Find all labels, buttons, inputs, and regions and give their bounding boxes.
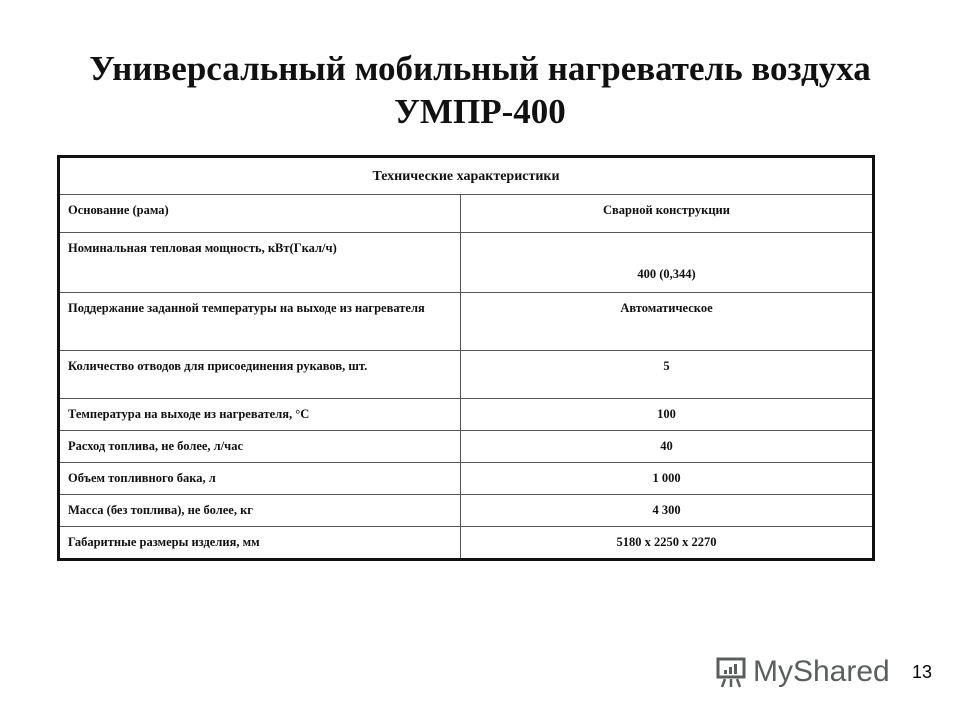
row-value: Сварной конструкции: [461, 195, 874, 233]
row-label: Габаритные размеры изделия, мм: [59, 527, 461, 560]
row-label: Основание (рама): [59, 195, 461, 233]
slide-title-line2: УМПР-400: [394, 92, 566, 131]
table-row: [59, 195, 874, 233]
row-label: Расход топлива, не более, л/час: [59, 431, 461, 463]
row-label: Количество отводов для присоединения рукавов, шт.: [59, 351, 461, 399]
myshared-watermark: [715, 655, 890, 689]
row-label: Масса (без топлива), не более, кг: [59, 495, 461, 527]
table-row: [59, 293, 874, 351]
row-value: 5: [461, 351, 874, 399]
row-value: 40: [461, 431, 874, 463]
table-row: [59, 351, 874, 399]
table-row: [59, 495, 874, 527]
row-value: 1 000: [461, 463, 874, 495]
row-value: Автоматическое: [461, 293, 874, 351]
row-label: Объем топливного бака, л: [59, 463, 461, 495]
row-label: Поддержание заданной температуры на выходе из нагревателя: [59, 293, 461, 351]
table-row: [59, 527, 874, 560]
table-row: [59, 463, 874, 495]
row-value: 400 (0,344): [461, 233, 874, 293]
table-row: [59, 399, 874, 431]
page-number: 13: [912, 662, 933, 682]
slide-title-line1: Универсальный мобильный нагреватель воздуха: [89, 49, 871, 88]
row-label: Номинальная тепловая мощность, кВт(Гкал/ч): [59, 233, 461, 293]
table-row: [59, 431, 874, 463]
row-value: 100: [461, 399, 874, 431]
table-row: [59, 233, 874, 293]
table-header: Технические характеристики: [59, 157, 874, 195]
presentation-board-icon: [715, 655, 747, 689]
specs-table: [57, 155, 875, 561]
row-value: 5180 x 2250 x 2270: [461, 527, 874, 560]
row-label: Температура на выходе из нагревателя, °С: [59, 399, 461, 431]
watermark-text: MyShared: [753, 655, 890, 688]
row-value: 4 300: [461, 495, 874, 527]
